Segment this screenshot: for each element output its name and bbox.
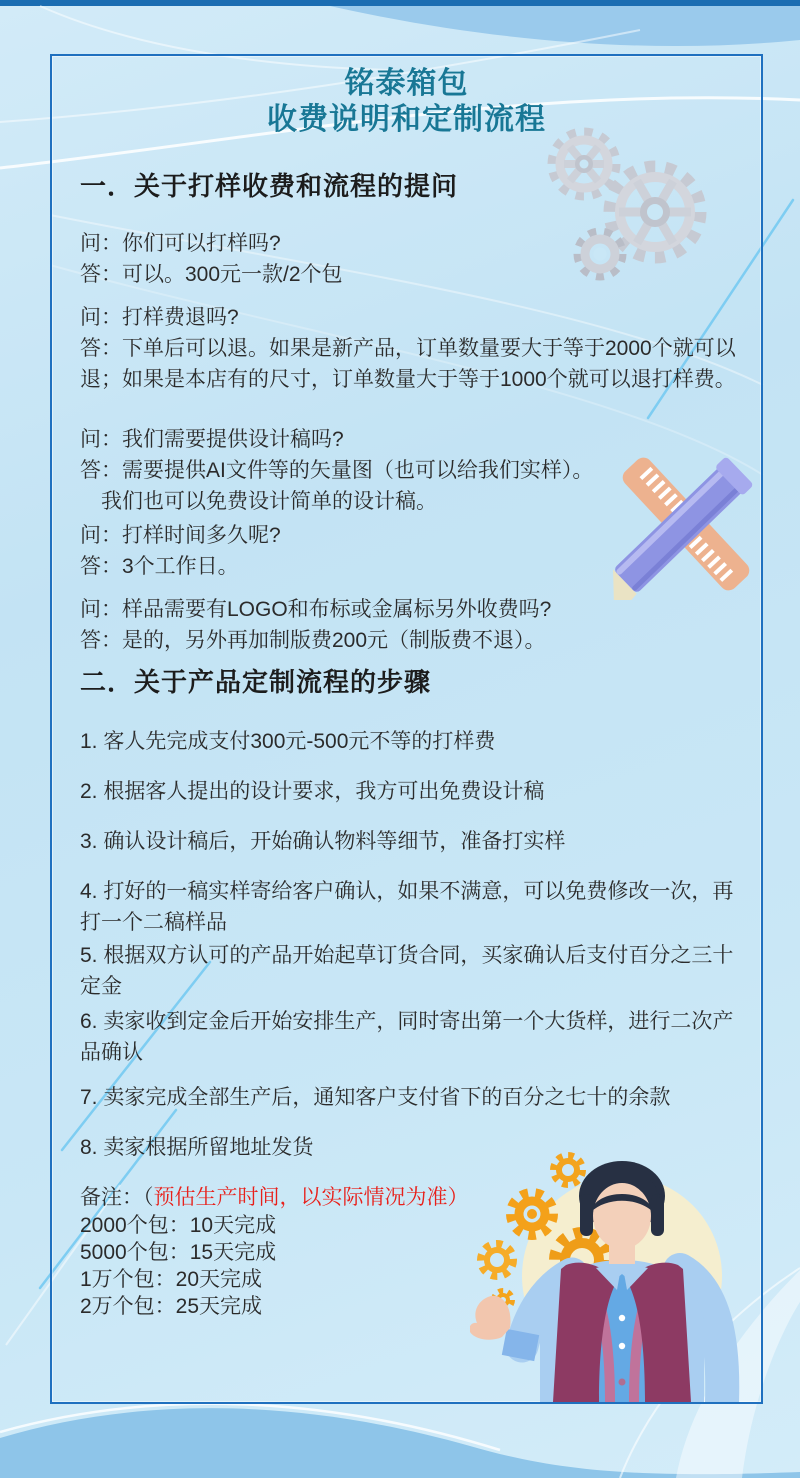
step-item-4: 4. 打好的一稿实样寄给客户确认，如果不满意，可以免费修改一次，再打一个二稿样品	[80, 880, 734, 934]
answer-text: 答：3个工作日。	[80, 555, 239, 578]
answer-text: 答：是的，另外再加制版费200元（制版费不退）。	[80, 629, 546, 652]
qa-block-3	[80, 424, 744, 517]
answer-text: 答：可以。300元一款/2个包	[80, 263, 343, 286]
step-item-3: 3. 确认设计稿后，开始确认物料等细节，准备打实样	[80, 830, 566, 853]
step-item-8: 8. 卖家根据所留地址发货	[80, 1136, 314, 1159]
step-item-5: 5. 根据双方认可的产品开始起草订货合同，买家确认后支付百分之三十定金	[80, 944, 734, 998]
top-bar	[0, 0, 800, 6]
hair-side-left	[580, 1194, 593, 1236]
notes-label: 备注：（	[80, 1186, 154, 1209]
qa-block-5	[80, 594, 744, 656]
question-text: 问：打样时间多久呢?	[80, 524, 281, 547]
step-item-2: 2. 根据客人提出的设计要求，我方可出免费设计稿	[80, 780, 545, 803]
answer-text: 答：需要提供AI文件等的矢量图（也可以给我们实样）。	[80, 459, 594, 482]
notes-highlight: 预估生产时间，以实际情况为准）	[153, 1186, 469, 1209]
notes-row-3: 1万个包：20天完成	[80, 1268, 263, 1291]
step-item-1: 1. 客人先完成支付300元-500元不等的打样费	[80, 730, 496, 753]
face	[593, 1183, 651, 1249]
hand	[470, 1296, 511, 1340]
poster-title-line1: 铭泰箱包	[344, 67, 469, 100]
qa-block-2	[80, 302, 744, 395]
content-frame	[50, 54, 763, 1404]
section1-heading: 一．关于打样收费和流程的提问	[80, 171, 459, 201]
step-item-6: 6. 卖家收到定金后开始安排生产，同时寄出第一个大货样，进行二次产品确认	[80, 1010, 734, 1064]
support-person-icon	[470, 1148, 763, 1402]
question-text: 问：打样费退吗?	[80, 306, 239, 329]
qa-block-4	[80, 520, 744, 582]
answer-text: 答：下单后可以退。如果是新产品，订单数量要大于等于2000个就可以退；如果是本店有的尺寸，订单数量大于等于1000个就可以退打样费。	[80, 337, 736, 391]
question-text: 问：你们可以打样吗?	[80, 232, 281, 255]
section2-heading: 二．关于产品定制流程的步骤	[80, 667, 432, 697]
question-text: 问：我们需要提供设计稿吗?	[80, 428, 344, 451]
poster-title-line2: 收费说明和定制流程	[267, 103, 546, 136]
answer-text-2: 我们也可以免费设计简单的设计稿。	[80, 490, 437, 513]
notes-row-4: 2万个包：25天完成	[80, 1295, 263, 1318]
qa-block-1	[80, 228, 744, 290]
cuff	[518, 1332, 523, 1358]
notes-row-1: 2000个包：10天完成	[80, 1214, 277, 1237]
step-item-7: 7. 卖家完成全部生产后，通知客户支付省下的百分之七十的余款	[80, 1086, 671, 1109]
question-text: 问：样品需要有LOGO和布标或金属标另外收费吗?	[80, 598, 552, 621]
notes-row-2: 5000个包：15天完成	[80, 1241, 277, 1264]
